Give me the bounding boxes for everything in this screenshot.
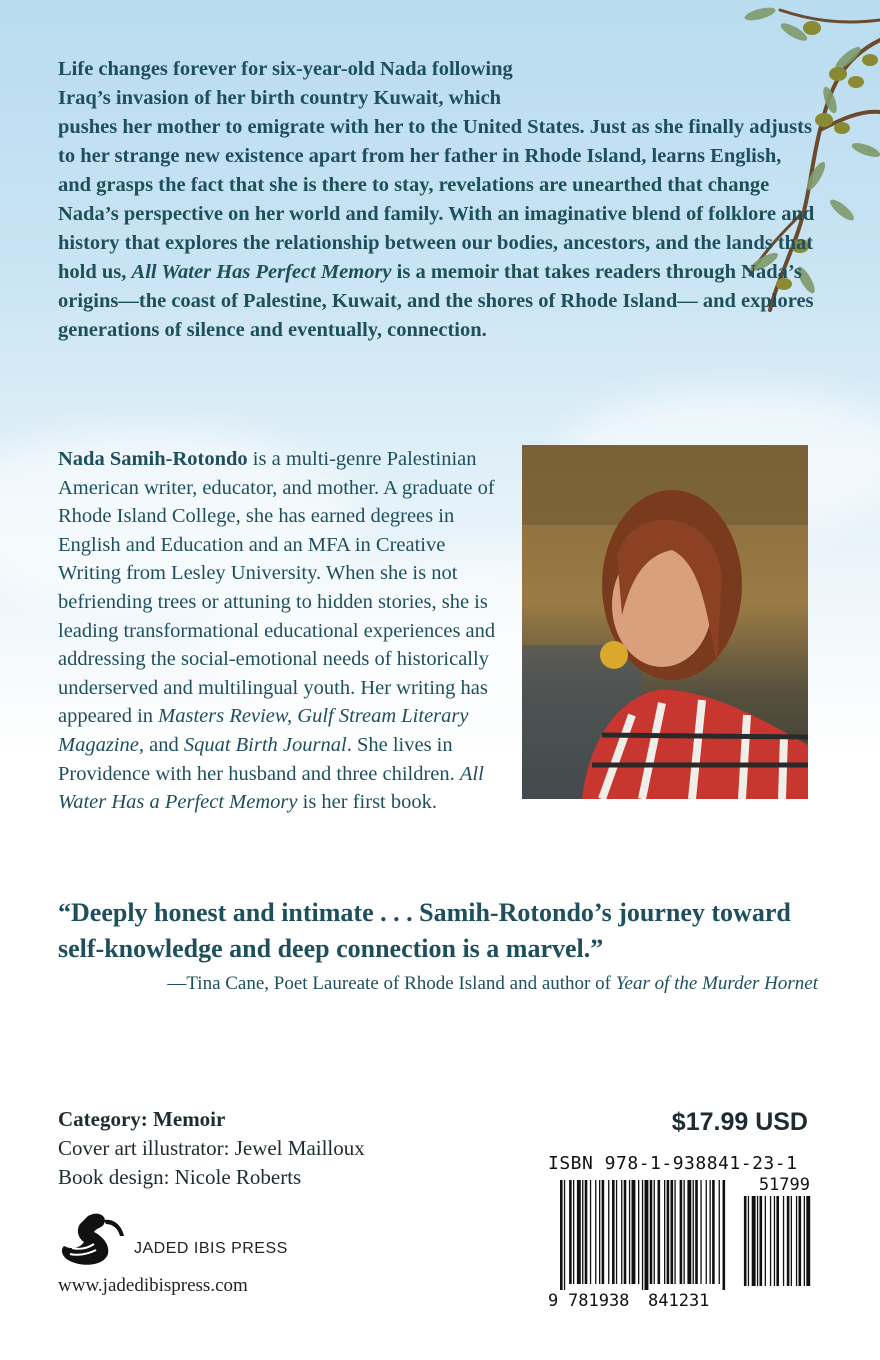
bio-text-1: is a multi-genre Palestinian American writer, educator, and mother. A graduate of Rhode Island College, she has earned degrees in English and Education and an MFA in Creative Writing from Lesley University. When she is not befriending trees or attuning to hidden stories, she is leading transformational educational experiences and addressing the social-emotional needs of historically underserved and multilingual youth. Her writing has appeared in xyxy=(58,448,496,728)
barcode-bar xyxy=(658,1180,661,1284)
barcode-bar xyxy=(590,1180,591,1284)
barcode-addon-bar xyxy=(783,1196,784,1286)
barcode-addon-bar xyxy=(757,1196,758,1286)
barcode-bar xyxy=(612,1180,615,1284)
publication-1: Masters Review, Gulf Stream Literary Magazine xyxy=(58,705,469,756)
barcode-bar xyxy=(560,1180,563,1290)
barcode-bars-main xyxy=(560,1180,725,1290)
author-photo xyxy=(522,445,808,799)
barcode-addon-bar xyxy=(787,1196,790,1286)
book-description xyxy=(58,55,818,345)
description-book-title: All Water Has Perfect Memory xyxy=(131,261,392,283)
barcode-bar xyxy=(706,1180,707,1284)
barcode-bar xyxy=(719,1180,720,1284)
barcode-addon-bar xyxy=(796,1196,797,1286)
barcode-addon-bar xyxy=(804,1196,805,1286)
bio-conjunction: , and xyxy=(138,733,179,756)
barcode-bar xyxy=(723,1180,726,1290)
barcode-bar xyxy=(680,1180,683,1284)
barcode-bar xyxy=(577,1180,581,1284)
barcode-bar xyxy=(638,1180,639,1284)
barcode-addon-bar xyxy=(791,1196,792,1286)
barcode-bar xyxy=(608,1180,609,1284)
barcode-bar xyxy=(667,1180,670,1284)
barcode-bar xyxy=(616,1180,617,1284)
description-ending: is a memoir that takes readers through Nada’s origins—the coast of Palestine, Kuwait, and the shores of Rhode Island— and explores generations of silence and eventually, connection. xyxy=(58,261,814,341)
barcode-bar xyxy=(599,1180,600,1284)
barcode-lead-digit: 9 xyxy=(548,1291,559,1310)
barcode-addon-bar xyxy=(799,1196,802,1286)
barcode-bar xyxy=(624,1180,627,1284)
barcode-bar xyxy=(700,1180,701,1284)
barcode-addon-bar xyxy=(744,1196,747,1286)
endorsement-quote: “Deeply honest and intimate . . . Samih-Rotondo’s journey toward self-knowledge and deep connection is a marvel.” xyxy=(58,898,791,963)
bio-text-2: . She lives in Providence with her husband and three children. xyxy=(58,733,455,785)
barcode-bar xyxy=(654,1180,655,1284)
ibis-logo-icon xyxy=(58,1210,128,1270)
barcode-bar xyxy=(569,1180,572,1284)
author-name: Nada Samih-Rotondo xyxy=(58,448,248,470)
barcode-bars-addon xyxy=(744,1196,810,1286)
publisher-name: JADED IBIS PRESS xyxy=(134,1240,288,1257)
barcode-bar xyxy=(687,1180,691,1284)
barcode-addon-bar xyxy=(770,1196,771,1286)
description-body: pushes her mother to emigrate with her to the United States. Just as she finally adjusts to her strange new existence apart from her father in Rhode Island, learns English, and grasps the fact that she is there to stay, revelations are unearthed that change Nada’s perspective on her world and family. With an imaginative blend of folklore and history that explores the relationship between our bodies, ancestors, and the lands that hold us, xyxy=(58,116,815,283)
barcode-bar xyxy=(695,1180,698,1284)
attribution-book: Year of the Murder Hornet xyxy=(615,973,818,994)
author-bio xyxy=(58,445,748,817)
barcode-addon-bar xyxy=(752,1196,756,1286)
barcode-addon-bar xyxy=(774,1196,775,1286)
barcode-left-digits: 781938 xyxy=(568,1291,630,1310)
barcode-addon-bar xyxy=(765,1196,766,1286)
barcode-bar xyxy=(693,1180,694,1284)
design-credit: Book design: Nicole Roberts xyxy=(58,1165,302,1189)
bio-book-title: All Water Has a Perfect Memory xyxy=(58,762,484,814)
description-first-line: Life changes forever for six-year-old Nada following Iraq’s invasion of her birth country Kuwait, which xyxy=(58,58,513,109)
barcode-bar xyxy=(621,1180,622,1284)
addon-digits: 51799 xyxy=(758,1175,810,1195)
barcode-bar xyxy=(629,1180,630,1284)
barcode-bar xyxy=(595,1180,596,1284)
barcode-bar xyxy=(602,1180,605,1284)
price: $17.99 USD xyxy=(671,1108,808,1136)
barcode-right-digits: 841231 xyxy=(648,1291,710,1310)
publisher-website[interactable]: www.jadedibispress.com xyxy=(58,1275,248,1296)
barcode-addon-bar xyxy=(760,1196,763,1286)
barcode-bar xyxy=(585,1180,588,1284)
category-label: Category: xyxy=(58,1107,148,1131)
isbn-barcode xyxy=(548,1172,812,1310)
barcode-bar xyxy=(573,1180,574,1284)
barcode-bar xyxy=(582,1180,583,1284)
barcode-bar xyxy=(664,1180,665,1284)
bio-text-3: is her first book. xyxy=(302,791,437,814)
barcode-addon-bar xyxy=(748,1196,749,1286)
barcode-addon-bar xyxy=(806,1196,810,1286)
barcode-bar xyxy=(564,1180,565,1290)
category-value: Memoir xyxy=(153,1107,226,1131)
barcode-bar xyxy=(632,1180,636,1284)
publication-2: Squat Birth Journal xyxy=(183,733,347,756)
barcode-bar xyxy=(684,1180,685,1284)
endorsement-attribution xyxy=(58,970,818,998)
barcode-bar xyxy=(712,1180,715,1284)
barcode-bar xyxy=(650,1180,653,1284)
category-line xyxy=(58,1105,365,1134)
barcode-bar xyxy=(671,1180,674,1284)
author-photo-frame xyxy=(522,445,808,799)
book-metadata xyxy=(58,1105,365,1192)
isbn-label: ISBN 978-1-938841-23-1 xyxy=(548,1153,798,1174)
barcode-addon-bar xyxy=(776,1196,779,1286)
barcode-bar xyxy=(674,1180,675,1284)
illustrator-credit: Cover art illustrator: Jewel Mailloux xyxy=(58,1136,365,1160)
barcode-bar xyxy=(642,1180,643,1290)
barcode-bar xyxy=(710,1180,711,1284)
barcode-bar xyxy=(645,1180,649,1290)
attribution-text: —Tina Cane, Poet Laureate of Rhode Island and author of xyxy=(167,973,611,994)
